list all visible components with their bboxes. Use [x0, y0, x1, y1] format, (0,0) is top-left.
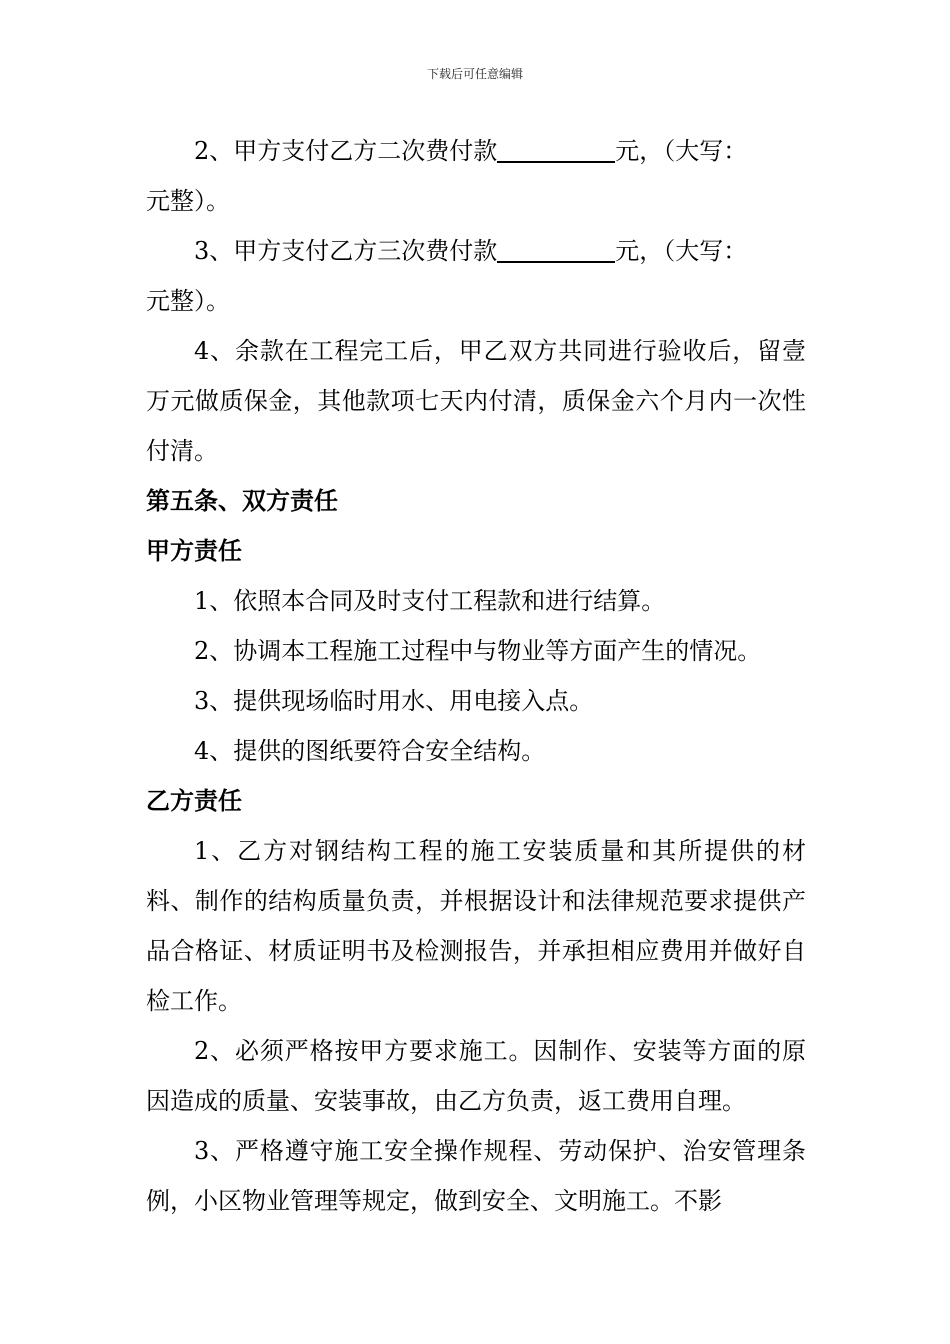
- payment-item-4: 4、余款在工程完工后，甲乙双方共同进行验收后，留壹万元做质保金，其他款项七天内付清，质保金六个月内一次性付清。: [146, 337, 806, 465]
- payment-item-3-text: 3、甲方支付乙方三次费付款: [194, 237, 498, 265]
- document-body: [146, 126, 806, 1226]
- amount-blank[interactable]: [497, 237, 615, 263]
- amount-blank[interactable]: [497, 137, 615, 163]
- header-note: 下载后可任意编辑: [426, 67, 523, 81]
- party-b-item: 3、严格遵守施工安全操作规程、劳动保护、治安管理条例，小区物业管理等规定，做到安全、文明施工。不影: [146, 1137, 806, 1215]
- payment-item-2-text: 2、甲方支付乙方二次费付款: [194, 137, 498, 165]
- party-b-item: 1、乙方对钢结构工程的施工安装质量和其所提供的材料、制作的结构质量负责，并根据设计和法律规范要求提供产品合格证、材质证明书及检测报告，并承担相应费用并做好自检工作。: [146, 837, 806, 1015]
- payment-item-2-unit: 元，（大写：: [615, 137, 748, 165]
- payment-item-2-end: 元整）。: [146, 187, 230, 215]
- payment-item-2: [146, 126, 806, 226]
- article-title: 第五条、双方责任: [146, 487, 338, 515]
- party-b-title: 乙方责任: [146, 787, 242, 815]
- party-a-item: 4、提供的图纸要符合安全结构。: [194, 737, 546, 765]
- party-a-item: 2、协调本工程施工过程中与物业等方面产生的情况。: [194, 637, 762, 665]
- payment-item-3-end: 元整）。: [146, 287, 230, 315]
- payment-item-3-unit: 元，（大写：: [615, 237, 748, 265]
- payment-item-3: [146, 226, 806, 326]
- party-a-item: 3、提供现场临时用水、用电接入点。: [194, 687, 594, 715]
- party-b-item: 2、必须严格按甲方要求施工。因制作、安装等方面的原因造成的质量、安装事故，由乙方负责，返工费用自理。: [146, 1037, 806, 1115]
- party-a-title: 甲方责任: [146, 537, 242, 565]
- party-a-item: 1、依照本合同及时支付工程款和进行结算。: [194, 587, 666, 615]
